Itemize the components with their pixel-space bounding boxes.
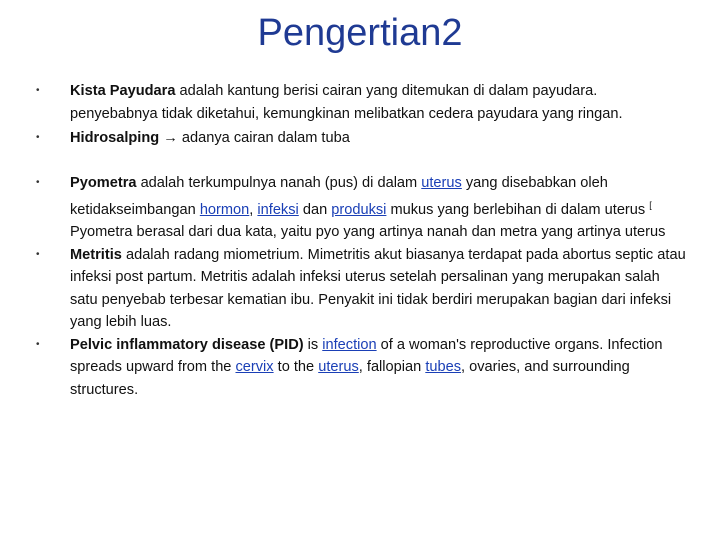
bullet-marker: •: [36, 85, 40, 96]
definition-text: of a woman's reproductive organs. Infection spreads upward from the: [70, 336, 663, 376]
slide-title: Pengertian2: [257, 12, 463, 54]
bullet-item-metritis: [36, 244, 686, 334]
term-pid: Pelvic inflammatory disease (PID): [70, 336, 304, 353]
bullet-item-hidrosalping: [36, 127, 686, 150]
definition-text: to the: [273, 359, 319, 376]
term-metritis: Metritis: [70, 246, 122, 263]
bullet-marker: •: [36, 248, 40, 260]
term-kista-payudara: Kista Payudara: [70, 83, 176, 99]
bullet-marker: •: [36, 338, 40, 350]
definition-text: ,: [249, 201, 258, 218]
bullet-marker: •: [36, 132, 40, 143]
definition-text: , fallopian: [358, 359, 426, 376]
link-infeksi[interactable]: infeksi: [257, 201, 299, 218]
definition-text: adalah radang miometrium. Mimetritis akut biasanya terdapat pada abortus septic atau infeksi post partum. Metritis adalah infeksi uterus setelah persalinan yang merupakan salah satu penyebab terbesar kematian ibu. Penyakit ini tidak berdiri merupakan bagian dari infeksi yang lebih luas.: [70, 246, 686, 331]
link-uterus[interactable]: uterus: [421, 174, 462, 191]
definition-text: is: [303, 336, 323, 353]
link-infection[interactable]: infection: [322, 336, 377, 353]
bullet-item-kista-payudara: [36, 80, 686, 125]
definition-text: adalah kantung berisi cairan yang ditemukan di dalam payudara. penyebabnya tidak diketahui, kemungkinan melibatkan cedera payudara yang ringan.: [70, 83, 623, 122]
definition-text: Pyometra berasal dari dua kata, yaitu pyo yang artinya nanah dan metra yang artinya uterus: [70, 224, 666, 241]
bullet-list: [36, 80, 686, 401]
bullet-item-pyometra: [36, 172, 686, 244]
link-produksi[interactable]: produksi: [331, 201, 387, 218]
definition-text: adalah terkumpulnya nanah (pus) di dalam: [136, 174, 422, 191]
link-hormon[interactable]: hormon: [199, 201, 250, 218]
definition-text: , ovaries, and surrounding structures.: [70, 359, 630, 398]
link-uterus[interactable]: uterus: [318, 359, 359, 376]
definition-text: yang disebabkan oleh ketidakseimbangan: [70, 174, 608, 218]
definition-text: adanya cairan dalam tuba: [177, 130, 350, 146]
arrow-right-icon: →: [163, 130, 178, 146]
term-pyometra: Pyometra: [70, 174, 137, 191]
link-cervix[interactable]: cervix: [235, 359, 274, 376]
definition-text: mukus yang berlebihan di dalam uterus: [386, 201, 646, 218]
reference-marker: [: [649, 200, 652, 210]
bullet-item-pid: [36, 334, 686, 402]
definition-text: dan: [298, 201, 332, 218]
link-tubes[interactable]: tubes: [425, 359, 462, 376]
bullet-marker: •: [36, 176, 40, 188]
term-hidrosalping: Hidrosalping: [70, 130, 160, 146]
